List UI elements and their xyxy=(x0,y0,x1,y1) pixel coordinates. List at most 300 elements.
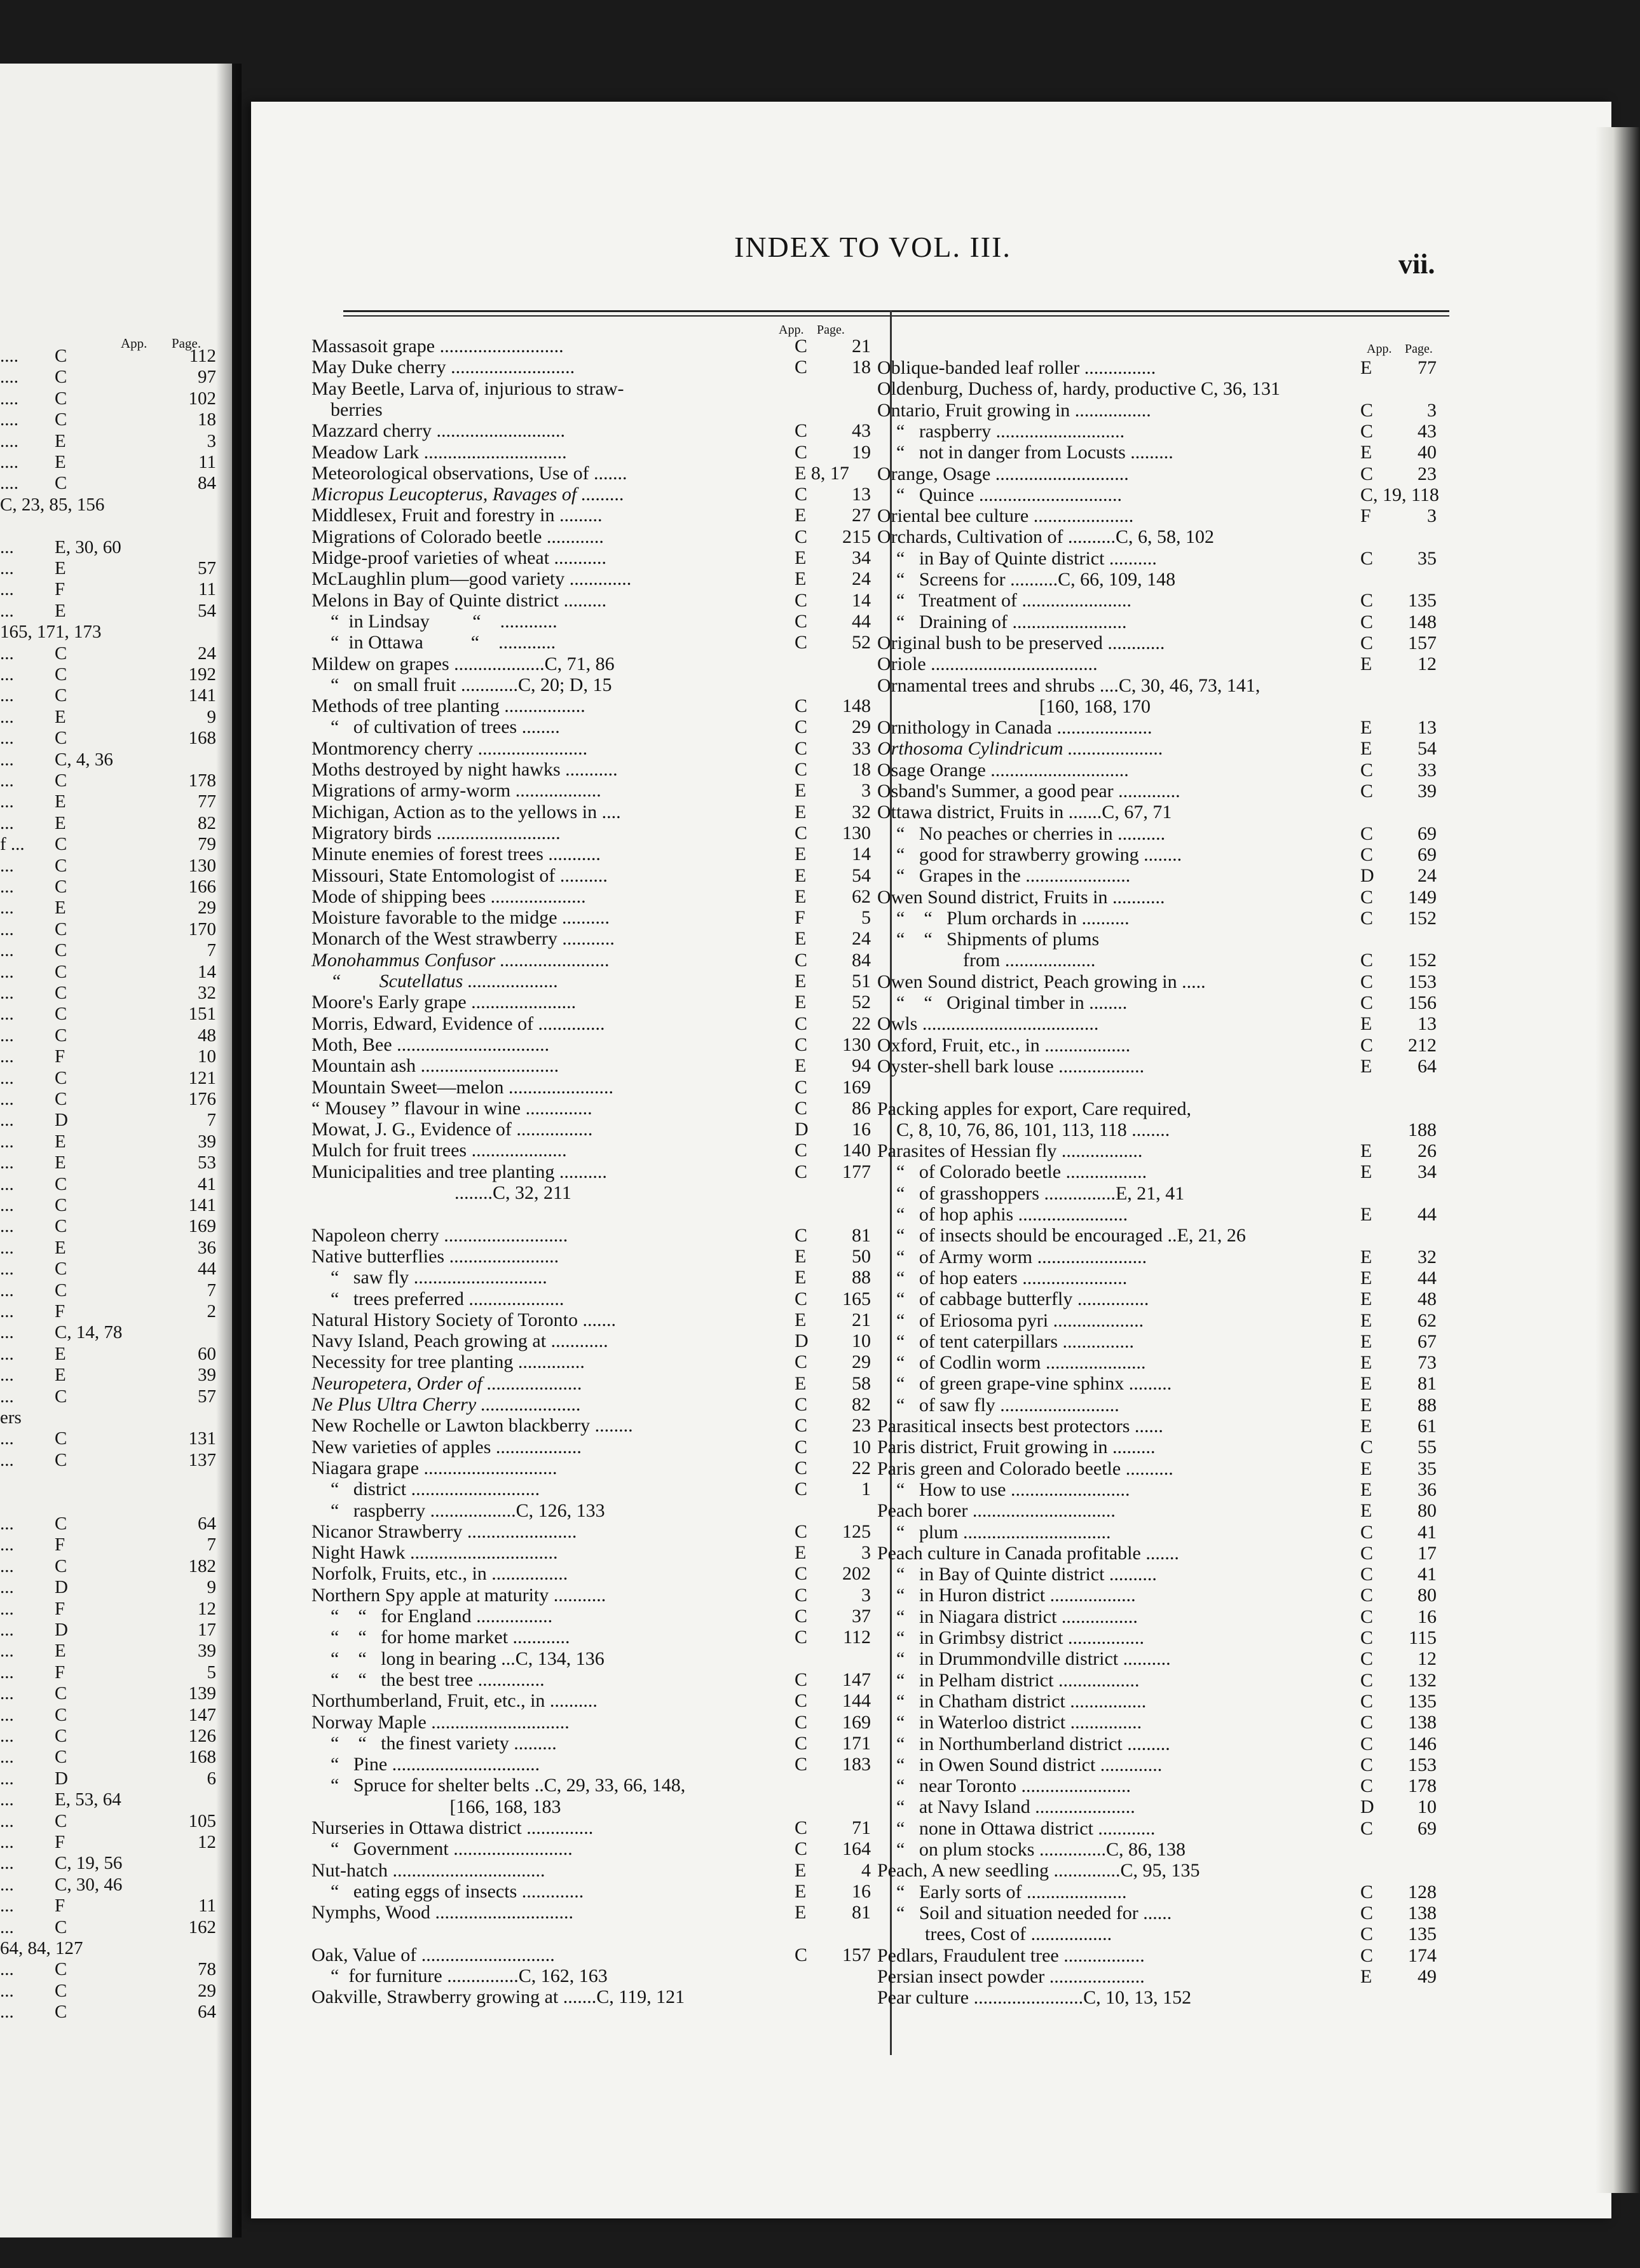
index-entry xyxy=(311,695,871,716)
entry-text: “ for furniture ...............C, 162, 163 xyxy=(311,1965,608,1987)
left-entry-page: 54 xyxy=(198,600,216,621)
index-entry xyxy=(877,1945,1437,1966)
entry-page: 49 xyxy=(1418,1965,1437,1987)
index-entry xyxy=(877,929,1437,950)
entry-text: Norway Maple ............................. xyxy=(311,1711,570,1733)
left-entry-text: .... xyxy=(0,473,18,494)
index-entry xyxy=(877,378,1437,399)
left-entry-text: ... xyxy=(0,1173,14,1194)
entry-appendix: C xyxy=(795,1161,808,1182)
left-entry-text: ... xyxy=(0,1259,14,1280)
left-entry-appendix: C xyxy=(55,1025,67,1046)
entry-page: 48 xyxy=(1418,1288,1437,1310)
index-entry xyxy=(311,823,871,844)
entry-text: “ of Colorado beetle ................. xyxy=(877,1161,1147,1183)
entry-appendix: E xyxy=(795,844,807,865)
entry-text: “ in Chatham district ................ xyxy=(877,1690,1147,1712)
entry-text: Northumberland, Fruit, etc., in .......... xyxy=(311,1690,598,1712)
entry-appendix: C xyxy=(1360,1564,1374,1585)
left-entry-text: ... xyxy=(0,1428,14,1449)
index-entry xyxy=(877,1839,1437,1860)
header-rule-bottom xyxy=(343,315,1449,317)
left-index-entry xyxy=(0,557,222,580)
index-entry xyxy=(311,1796,871,1817)
left-entry-appendix: E xyxy=(55,1152,66,1173)
left-index-entry xyxy=(0,1576,222,1599)
left-entry-text: ... xyxy=(0,1089,14,1109)
entry-appendix: C xyxy=(1360,1944,1374,1966)
entry-page: 149 xyxy=(1408,886,1437,908)
left-entry-text: ... xyxy=(0,749,14,770)
entry-text: Massasoit grape .......................... xyxy=(311,336,564,357)
entry-page: 164 xyxy=(842,1838,871,1860)
entry-page: 130 xyxy=(842,822,871,844)
index-entry xyxy=(311,928,871,949)
index-entry xyxy=(311,1775,871,1796)
entry-appendix: E xyxy=(1360,1055,1372,1077)
left-index-entry xyxy=(0,1937,222,1960)
entry-page: 24 xyxy=(1418,865,1437,887)
left-entry-appendix: C xyxy=(55,664,67,685)
left-index-entry xyxy=(0,1894,222,1917)
index-entry xyxy=(311,1013,871,1034)
col-right-header-page: Page. xyxy=(1405,342,1433,356)
left-entry-appendix: F xyxy=(55,1598,65,1619)
entry-text: Osband's Summer, a good pear ............. xyxy=(877,781,1180,802)
entry-text: “ Soil and situation needed for ...... xyxy=(877,1902,1172,1923)
left-index-entry xyxy=(0,1470,222,1493)
entry-text: “ of cabbage butterfly ............... xyxy=(877,1288,1149,1310)
left-entry-appendix: C xyxy=(55,1810,67,1831)
entry-text: Midge-proof varieties of wheat ........... xyxy=(311,547,607,568)
left-index-entry xyxy=(0,408,222,431)
index-entry xyxy=(877,1373,1437,1394)
left-entry-page: 82 xyxy=(198,812,216,833)
entry-page: 52 xyxy=(852,992,871,1013)
entry-text: “ Draining of ........................ xyxy=(877,611,1127,632)
left-entry-text: ... xyxy=(0,1704,14,1725)
entry-text: “ Grapes in the ...................... xyxy=(877,865,1131,887)
left-entry-text: ... xyxy=(0,643,14,664)
left-entry-page: 176 xyxy=(188,1089,216,1109)
entry-page: 81 xyxy=(852,1902,871,1923)
entry-text: Oriental bee culture ..................... xyxy=(877,505,1134,527)
entry-appendix: C xyxy=(795,822,808,844)
left-entry-text: ... xyxy=(0,1301,14,1322)
entry-page: 128 xyxy=(1408,1881,1437,1903)
index-entry xyxy=(877,844,1437,865)
left-entry-appendix: C xyxy=(55,1089,67,1109)
index-entry xyxy=(877,1331,1437,1352)
entry-text: Moore's Early grape ...................... xyxy=(311,992,577,1013)
entry-appendix: C xyxy=(1360,1542,1374,1564)
entry-text: “ “ long in bearing ...C, 134, 136 xyxy=(311,1648,605,1669)
entry-page: 132 xyxy=(1408,1669,1437,1691)
entry-page: 81 xyxy=(1418,1373,1437,1395)
left-entry-text: ... xyxy=(0,940,14,961)
left-entry-text: ... xyxy=(0,919,14,939)
entry-page: 13 xyxy=(1418,1013,1437,1035)
left-entry-appendix: C xyxy=(55,367,67,388)
index-entry xyxy=(877,1754,1437,1775)
entry-text: “ in Drummondville district .......... xyxy=(877,1648,1171,1670)
left-entry-page: 168 xyxy=(188,1747,216,1768)
index-entry xyxy=(311,653,871,674)
left-entry-text: ... xyxy=(0,791,14,812)
left-entry-appendix: C xyxy=(55,2002,67,2023)
entry-page: 39 xyxy=(1418,781,1437,802)
entry-page: 13 xyxy=(1418,717,1437,739)
left-entry-text: ... xyxy=(0,1832,14,1852)
left-entry-page: 178 xyxy=(188,770,216,791)
index-entry xyxy=(877,421,1437,442)
index-entry xyxy=(311,1182,871,1203)
entry-text: Nut-hatch ................................ xyxy=(311,1859,545,1881)
entry-text: Micropus Leucopterus, Ravages of ......... xyxy=(311,484,625,505)
left-entry-page: 41 xyxy=(198,1173,216,1194)
left-entry-page: 11 xyxy=(198,1896,216,1916)
entry-appendix: C xyxy=(1360,1881,1374,1903)
left-entry-text: ... xyxy=(0,770,14,791)
entry-page: 130 xyxy=(842,1034,871,1055)
left-index-entry xyxy=(0,1024,222,1047)
left-entry-page: 130 xyxy=(188,855,216,876)
entry-text: Oak, Value of ............................ xyxy=(311,1944,555,1965)
entry-appendix: C xyxy=(795,1754,808,1775)
left-entry-text: ... xyxy=(0,664,14,685)
entry-page: 165 xyxy=(842,1288,871,1309)
entry-appendix: E xyxy=(1360,1500,1372,1522)
entry-appendix: C xyxy=(795,1944,808,1965)
index-entry xyxy=(311,1817,871,1838)
index-entry xyxy=(311,1034,871,1055)
left-entry-appendix: C xyxy=(55,409,67,430)
left-entry-appendix: C xyxy=(55,919,67,939)
entry-page: 16 xyxy=(852,1119,871,1140)
left-entry-page: 162 xyxy=(188,1916,216,1937)
entry-text: “ in Ottawa “ ............ xyxy=(311,632,556,653)
entry-appendix: C xyxy=(1360,907,1374,929)
index-entry xyxy=(877,760,1437,781)
entry-appendix: C xyxy=(795,1457,808,1479)
left-entry-text: ... xyxy=(0,812,14,833)
index-entry xyxy=(877,1056,1437,1077)
entry-page: 152 xyxy=(1408,907,1437,929)
left-entry-page: 48 xyxy=(198,1025,216,1046)
entry-page: 44 xyxy=(1418,1204,1437,1225)
entry-page: 67 xyxy=(1418,1330,1437,1352)
left-entry-appendix: E xyxy=(55,1237,66,1258)
entry-appendix: C xyxy=(1360,1902,1374,1923)
entry-text: “ Early sorts of ..................... xyxy=(877,1881,1127,1903)
left-entry-page: 79 xyxy=(198,834,216,855)
index-entry xyxy=(311,1860,871,1881)
left-entry-text: ... xyxy=(0,1683,14,1704)
left-entry-appendix: D xyxy=(55,1110,68,1131)
left-index-entry xyxy=(0,387,222,410)
left-entry-text: ... xyxy=(0,706,14,727)
entry-appendix: E xyxy=(795,1309,807,1330)
left-entry-appendix: C xyxy=(55,1555,67,1576)
left-entry-text: ... xyxy=(0,685,14,706)
left-entry-page: 11 xyxy=(198,452,216,472)
entry-text: “ in Lindsay “ ............ xyxy=(311,610,557,632)
entry-page: 24 xyxy=(852,928,871,950)
left-index-entry xyxy=(0,1427,222,1450)
left-entry-text: ... xyxy=(0,1513,14,1534)
index-entry xyxy=(311,674,871,695)
left-entry-page: 5 xyxy=(207,1662,216,1683)
entry-page: 80 xyxy=(1418,1500,1437,1522)
left-entry-page: 141 xyxy=(188,1195,216,1215)
entry-text: Melons in Bay of Quinte district ......... xyxy=(311,589,607,611)
entry-text: Orange, Osage ............................ xyxy=(877,463,1129,484)
entry-appendix: E xyxy=(795,864,807,886)
entry-page: 94 xyxy=(852,1055,871,1077)
entry-text: “ raspberry ........................... xyxy=(877,420,1125,442)
index-entry xyxy=(877,1140,1437,1161)
entry-text: Ornamental trees and shrubs ....C, 30, 46, 73, 141, xyxy=(877,674,1261,696)
entry-page: 19 xyxy=(852,441,871,463)
index-entry xyxy=(311,463,871,484)
entry-text: Oblique-banded leaf roller ............... xyxy=(877,357,1156,378)
left-index-entry xyxy=(0,1618,222,1641)
left-index-entry xyxy=(0,1406,222,1429)
entry-page: 174 xyxy=(1408,1944,1437,1966)
index-entry xyxy=(877,653,1437,674)
index-entry xyxy=(877,463,1437,484)
index-entry xyxy=(877,802,1437,823)
left-index-entry xyxy=(0,748,222,771)
left-entry-appendix: C xyxy=(55,855,67,876)
index-entry xyxy=(311,1330,871,1351)
index-entry xyxy=(877,1670,1437,1691)
left-index-entry xyxy=(0,875,222,898)
left-entry-appendix: C, 19, 56 xyxy=(55,1853,123,1874)
entry-appendix: E xyxy=(795,505,807,526)
entry-page: 144 xyxy=(842,1690,871,1712)
entry-appendix: C xyxy=(1360,759,1374,781)
entry-page: 32 xyxy=(1418,1246,1437,1267)
entry-text: Moth, Bee ................................ xyxy=(311,1034,550,1055)
left-index-entry xyxy=(0,430,222,453)
entry-text: “ of tent caterpillars ............... xyxy=(877,1330,1135,1352)
left-index-entry xyxy=(0,493,222,516)
left-entry-appendix: E xyxy=(55,558,66,578)
entry-appendix: C xyxy=(795,1584,808,1606)
index-entry xyxy=(877,1796,1437,1817)
entry-text: “ of hop aphis ....................... xyxy=(877,1204,1128,1225)
index-entry xyxy=(311,590,871,611)
index-entry xyxy=(311,442,871,463)
index-entry xyxy=(877,611,1437,632)
left-entry-appendix: C xyxy=(55,728,67,749)
entry-page: 62 xyxy=(1418,1309,1437,1331)
entry-page: 3 xyxy=(861,780,871,802)
entry-text: Mountain ash ............................. xyxy=(311,1055,559,1077)
entry-text: Pear culture .......................C, 10, 13, 152 xyxy=(877,1987,1192,2009)
index-entry xyxy=(311,1055,871,1076)
entry-page: 135 xyxy=(1408,1923,1437,1945)
left-index-entry xyxy=(0,684,222,707)
entry-appendix: C xyxy=(1360,1817,1374,1839)
entry-text: “ “ the best tree .............. xyxy=(311,1669,545,1690)
entry-page: 41 xyxy=(1418,1564,1437,1585)
index-entry xyxy=(877,738,1437,759)
left-index-entry xyxy=(0,769,222,792)
index-entry xyxy=(877,1606,1437,1627)
entry-text: Orthosoma Cylindricum .................... xyxy=(877,738,1163,760)
entry-appendix: E xyxy=(1360,1394,1372,1416)
entry-appendix: E xyxy=(1360,1140,1372,1162)
left-entry-text: .... xyxy=(0,409,18,430)
entry-appendix: C xyxy=(795,1711,808,1733)
entry-page: 21 xyxy=(852,336,871,357)
entry-appendix: E xyxy=(1360,653,1372,675)
left-entry-text: ... xyxy=(0,1789,14,1810)
entry-appendix: C xyxy=(795,632,808,653)
index-entry xyxy=(311,1373,871,1394)
index-entry xyxy=(311,1606,871,1627)
entry-text: Monohammus Confusor ....................... xyxy=(311,949,610,971)
entry-appendix: E xyxy=(1360,1013,1372,1035)
entry-page: 26 xyxy=(1418,1140,1437,1162)
entry-text: “ of Codlin worm ..................... xyxy=(877,1352,1146,1374)
left-entry-page: 53 xyxy=(198,1152,216,1173)
left-entry-page: 84 xyxy=(198,473,216,494)
entry-appendix: C xyxy=(1360,1034,1374,1056)
entry-appendix: E xyxy=(795,568,807,590)
entry-appendix: C xyxy=(795,1520,808,1542)
left-index-entry xyxy=(0,1788,222,1811)
entry-text: “ on plum stocks ..............C, 86, 138 xyxy=(877,1839,1186,1860)
entry-page: 88 xyxy=(852,1267,871,1288)
entry-appendix: C xyxy=(1360,399,1374,421)
left-entry-page: 9 xyxy=(207,706,216,727)
index-entry xyxy=(311,399,871,420)
header-rule-top xyxy=(343,310,1449,312)
index-entry xyxy=(877,569,1437,590)
left-entry-text: ... xyxy=(0,961,14,982)
index-entry xyxy=(311,1986,871,2007)
index-entry xyxy=(311,907,871,928)
index-entry xyxy=(877,1818,1437,1839)
left-entry-text: .... xyxy=(0,388,18,409)
entry-page: 138 xyxy=(1408,1902,1437,1923)
left-entry-text: ... xyxy=(0,728,14,749)
index-entry xyxy=(311,1965,871,1986)
entry-page: 73 xyxy=(1418,1352,1437,1374)
entry-appendix: C xyxy=(795,1606,808,1627)
index-entry xyxy=(311,1881,871,1902)
entry-text: May Beetle, Larva of, injurious to straw- xyxy=(311,378,624,399)
entry-appendix: E xyxy=(1360,717,1372,739)
entry-appendix: C xyxy=(795,759,808,780)
entry-page: 178 xyxy=(1408,1775,1437,1797)
left-entry-text: ... xyxy=(0,1046,14,1067)
left-entry-appendix: C xyxy=(55,1428,67,1449)
entry-page: 29 xyxy=(852,1351,871,1373)
left-entry-text: ... xyxy=(0,1598,14,1619)
entry-text: Municipalities and tree planting .......... xyxy=(311,1161,607,1182)
index-entry xyxy=(311,1563,871,1584)
entry-text: “ “ for England ................ xyxy=(311,1606,553,1627)
left-entry-text: ... xyxy=(0,983,14,1003)
entry-page: 3 xyxy=(1427,505,1437,527)
left-entry-page: 141 xyxy=(188,685,216,706)
index-entry xyxy=(311,1351,871,1372)
left-entry-appendix: C xyxy=(55,1449,67,1470)
entry-page: 86 xyxy=(852,1097,871,1119)
entry-page: 157 xyxy=(1408,632,1437,653)
entry-page: 153 xyxy=(1408,971,1437,992)
entry-page: 61 xyxy=(1418,1416,1437,1437)
entry-text: Oakville, Strawberry growing at .......C, 119, 121 xyxy=(311,1986,685,2008)
entry-page: 35 xyxy=(1418,1458,1437,1479)
entry-text: “ of saw fly ......................... xyxy=(877,1394,1119,1416)
entry-text: New varieties of apples .................. xyxy=(311,1436,582,1458)
entry-appendix: E xyxy=(1360,1330,1372,1352)
left-entry-text: ... xyxy=(0,1768,14,1789)
entry-text: Paris district, Fruit growing in ......... xyxy=(877,1437,1156,1458)
left-entry-text: ... xyxy=(0,2002,14,2023)
left-index-entry xyxy=(0,1151,222,1174)
entry-text: “ in Grimbsy district ................ xyxy=(877,1627,1144,1648)
entry-appendix: E xyxy=(1360,357,1372,378)
entry-text: Migrations of Colorado beetle ............ xyxy=(311,526,604,547)
index-entry xyxy=(311,1669,871,1690)
entry-page: 177 xyxy=(842,1161,871,1182)
entry-page: 64 xyxy=(1418,1055,1437,1077)
left-entry-appendix: C xyxy=(55,940,67,961)
entry-text: Ontario, Fruit growing in ................ xyxy=(877,399,1151,421)
entry-appendix: E xyxy=(795,1880,807,1902)
entry-appendix: E xyxy=(795,547,807,568)
entry-appendix: E xyxy=(795,1372,807,1394)
left-entry-text: ... xyxy=(0,1916,14,1937)
left-entry-text: ... xyxy=(0,536,14,557)
entry-text: Nurseries in Ottawa district .............. xyxy=(311,1817,594,1838)
entry-page: 148 xyxy=(842,695,871,717)
index-entry xyxy=(311,1140,871,1161)
entry-page: 55 xyxy=(1418,1437,1437,1458)
left-entry-appendix: E xyxy=(55,898,66,919)
entry-appendix: C xyxy=(795,1394,808,1415)
left-entry-text: ... xyxy=(0,600,14,621)
entry-page: 146 xyxy=(1408,1733,1437,1754)
left-entry-page: 12 xyxy=(198,1598,216,1619)
index-entry xyxy=(311,1394,871,1415)
left-index-entry xyxy=(0,833,222,856)
left-index-entry xyxy=(0,663,222,686)
left-index-entry xyxy=(0,1979,222,2002)
left-entry-page: 126 xyxy=(188,1726,216,1746)
entry-page: 153 xyxy=(1408,1754,1437,1775)
left-entry-page: 39 xyxy=(198,1365,216,1386)
left-entry-appendix: E xyxy=(55,1343,66,1364)
entry-page: 24 xyxy=(852,568,871,590)
entry-text: Necessity for tree planting .............. xyxy=(311,1351,585,1373)
entry-text: Orchards, Cultivation of ..........C, 6, 58, 102 xyxy=(877,526,1214,548)
entry-text: “ in Pelham district ................. xyxy=(877,1669,1140,1691)
left-index-entry xyxy=(0,918,222,941)
left-entry-page: 7 xyxy=(207,1110,216,1131)
left-entry-page: 182 xyxy=(188,1555,216,1576)
entry-text: May Duke cherry .......................... xyxy=(311,357,575,378)
entry-text: “ Quince .............................. xyxy=(877,484,1122,505)
entry-text: Ne Plus Ultra Cherry ..................... xyxy=(311,1394,582,1415)
index-entry xyxy=(311,1733,871,1754)
